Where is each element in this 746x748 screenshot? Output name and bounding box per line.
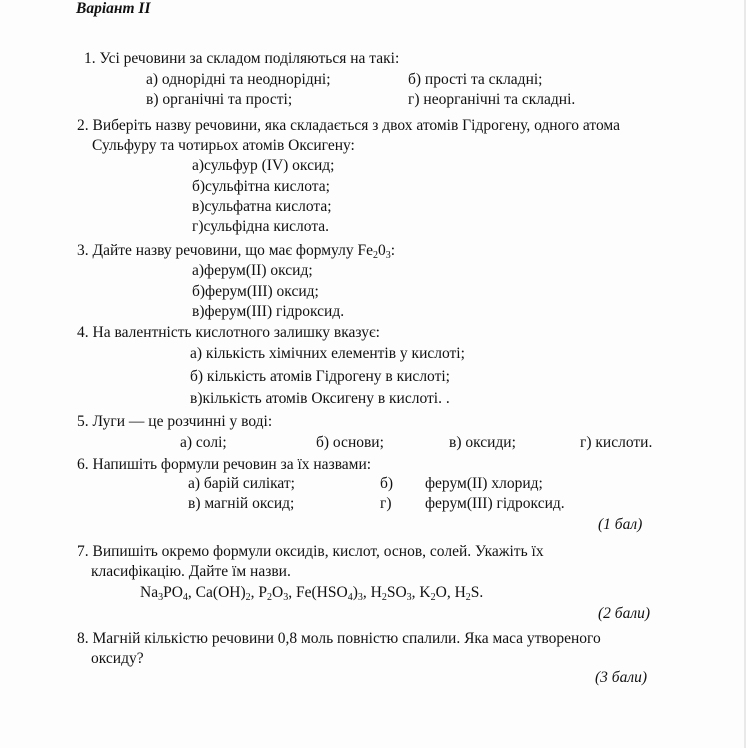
- q1-option-a: а) однорідні та неоднорідні;: [146, 71, 331, 88]
- question-4-text: 4. На валентність кислотного залишку вказує:: [77, 324, 380, 341]
- q6-score: (1 бал): [598, 516, 643, 533]
- q5-option-b: б) основи;: [316, 434, 384, 451]
- q1-option-d: г) неорганічні та складні.: [408, 91, 576, 108]
- q7-formula-list: $Na_3PO_4$, $Ca(OH)_2$, $P_2O_3$, $Fe(HSO_4)_3$, $H_2SO_3$, $K_2O$, $H_2S$.: [140, 584, 484, 603]
- q3-option-c: в)ферум(III) гідроксид.: [192, 303, 345, 320]
- chemical-formula: $H_2S$: [454, 584, 480, 603]
- q5-option-a: а) солі;: [180, 434, 227, 451]
- q7-score: (2 бали): [598, 605, 651, 622]
- q2-option-b: б)сульфітна кислота;: [192, 178, 330, 195]
- chemical-formula: $K_2O$: [419, 584, 447, 603]
- question-1-text: 1. Усі речовини за складом поділяються на такі:: [84, 50, 400, 67]
- chemical-formula: $Fe(HSO_4)_3$: [295, 584, 363, 603]
- q2-option-a: а)сульфур (IV) оксид;: [192, 157, 335, 174]
- question-3-text: 3. Дайте назву речовини, що має формулу $Fe_20_3$:: [77, 242, 396, 261]
- question-7-line2: класифікацію. Дайте їм назви.: [91, 563, 291, 580]
- q3-option-a: а)ферум(II) оксид;: [192, 262, 313, 279]
- q5-option-c: в) оксиди;: [449, 434, 516, 451]
- q2-option-c: в)сульфатна кислота;: [192, 198, 332, 215]
- question-5-text: 5. Луги — це розчинні у воді:: [77, 413, 273, 430]
- q4-option-c: в)кількість атомів Оксигену в кислоті. .: [190, 390, 450, 407]
- question-7-line1: 7. Випишіть окремо формули оксидів, кислот, основ, солей. Укажіть їх: [77, 543, 544, 560]
- q6-option-b: ферум(II) хлорид;: [425, 475, 543, 492]
- q6-option-b-letter: б): [380, 475, 394, 492]
- question-6-text: 6. Напишіть формули речовин за їх назвами:: [77, 456, 372, 473]
- q4-option-b: б) кількість атомів Гідрогену в кислоті;: [190, 368, 450, 385]
- chemical-formula: $H_2SO_3$: [370, 584, 412, 603]
- q6-option-d-letter: г): [380, 495, 392, 512]
- q1-option-c: в) органічні та прості;: [146, 91, 293, 108]
- q8-score: (3 бали): [595, 669, 648, 686]
- q6-option-c: в) магній оксид;: [188, 495, 295, 512]
- page-title: Варіант ІІ: [76, 0, 151, 17]
- q4-option-a: а) кількість хімічних елементів у кислоті;: [190, 345, 465, 362]
- q6-option-a: а) барій силікат;: [188, 475, 295, 492]
- chemical-formula: $Ca(OH)_2$: [195, 584, 251, 603]
- q1-option-b: б) прості та складні;: [408, 71, 543, 88]
- q2-option-d: г)сульфідна кислота.: [192, 218, 330, 235]
- question-2-line2: Сульфуру та чотирьох атомів Оксигену:: [92, 137, 355, 154]
- q5-option-d: г) кислоти.: [580, 434, 653, 451]
- chemical-formula: $P_2O_3$: [258, 584, 289, 603]
- question-8-line1: 8. Магній кількістю речовини 0,8 моль повністю спалили. Яка маса утвореного: [77, 630, 601, 647]
- q3-option-b: б)ферум(III) оксид;: [192, 283, 319, 300]
- question-8-line2: оксиду?: [91, 650, 144, 667]
- question-2-line1: 2. Виберіть назву речовини, яка складається з двох атомів Гідрогену, одного атома: [77, 117, 621, 134]
- chemical-formula: $Na_3PO_4$: [140, 584, 188, 603]
- q6-option-d: ферум(III) гідроксид.: [425, 495, 565, 512]
